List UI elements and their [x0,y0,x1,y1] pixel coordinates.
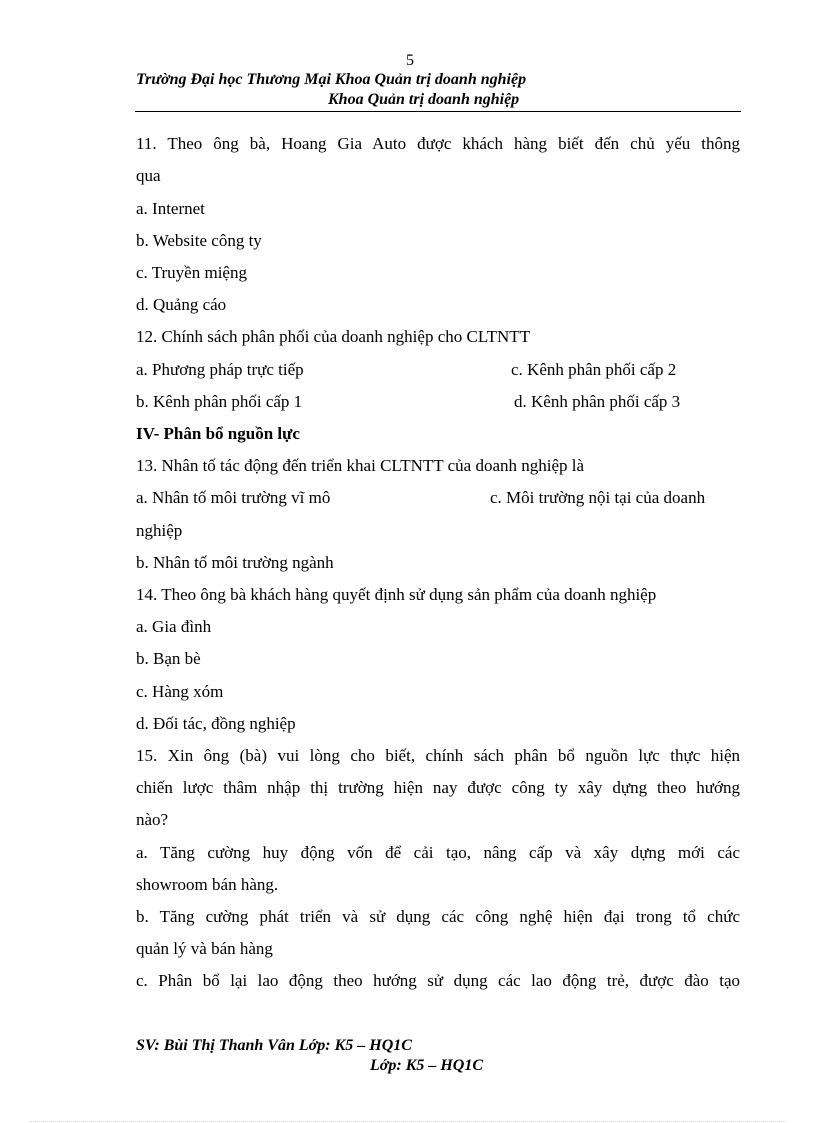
q14-option-a: a. Gia đình [136,617,212,636]
q13-option-b: b. Nhân tố môi trường ngành [136,553,334,572]
q13-text: 13. Nhân tố tác động đến triển khai CLTNTT của doanh nghiệp là [136,456,585,475]
q11-option-c: c. Truyền miệng [136,263,247,282]
q13-option-c-continued: nghiệp [136,521,183,540]
q15-text-line-3: nào? [136,810,169,829]
q15-option-a-line-1: a. Tăng cường huy động vốn để cải tạo, nâng cấp và xây dựng mới các [136,843,740,862]
q15-option-c-line-1: c. Phân bổ lại lao động theo hướng sử dụng các lao động trẻ, được đào tạo [136,971,740,990]
q12-option-a: a. Phương pháp trực tiếp [136,360,304,379]
q11-option-d: d. Quảng cáo [136,295,227,314]
footer-line-1: SV: Bùi Thị Thanh Vân Lớp: K5 – HQ1C [136,1037,412,1054]
q15-option-b-line-1: b. Tăng cường phát triển và sử dụng các công nghệ hiện đại trong tổ chức [136,907,740,926]
q11-text-line-1: 11. Theo ông bà, Hoang Gia Auto được khách hàng biết đến chủ yếu thông [136,134,740,153]
header-line-2: Khoa Quản trị doanh nghiệp [328,91,520,108]
q12-option-d: d. Kênh phân phối cấp 3 [514,392,681,411]
q15-text-line-1: 15. Xin ông (bà) vui lòng cho biết, chính sách phân bổ nguồn lực thực hiện [136,746,740,765]
q14-option-b: b. Bạn bè [136,649,201,668]
header-line-1: Trường Đại học Thương Mại Khoa Quản trị doanh nghiệp [136,71,527,88]
q12-option-b: b. Kênh phân phối cấp 1 [136,392,303,411]
q12-option-c: c. Kênh phân phối cấp 2 [511,360,677,379]
q13-option-a: a. Nhân tố môi trường vĩ mô [136,488,331,507]
header-rule [135,111,741,112]
page-bottom-border [30,1121,786,1122]
q14-text: 14. Theo ông bà khách hàng quyết định sử dụng sản phẩm của doanh nghiệp [136,585,657,604]
q11-option-a: a. Internet [136,199,205,218]
q14-option-c: c. Hàng xóm [136,682,224,701]
page-number: 5 [406,52,414,69]
q15-option-b-line-2: quản lý và bán hàng [136,939,273,958]
q13-option-c: c. Môi trường nội tại của doanh [490,488,706,507]
section-heading: IV- Phân bổ nguồn lực [136,424,300,443]
q15-text-line-2: chiến lược thâm nhập thị trường hiện nay được công ty xây dựng theo hướng [136,778,740,797]
q15-option-a-line-2: showroom bán hàng. [136,875,279,894]
footer-line-2: Lớp: K5 – HQ1C [370,1057,484,1074]
q12-text: 12. Chính sách phân phối của doanh nghiệp cho CLTNTT [136,327,531,346]
q11-text-line-2: qua [136,166,161,185]
q14-option-d: d. Đối tác, đồng nghiệp [136,714,296,733]
q11-option-b: b. Website công ty [136,231,262,250]
